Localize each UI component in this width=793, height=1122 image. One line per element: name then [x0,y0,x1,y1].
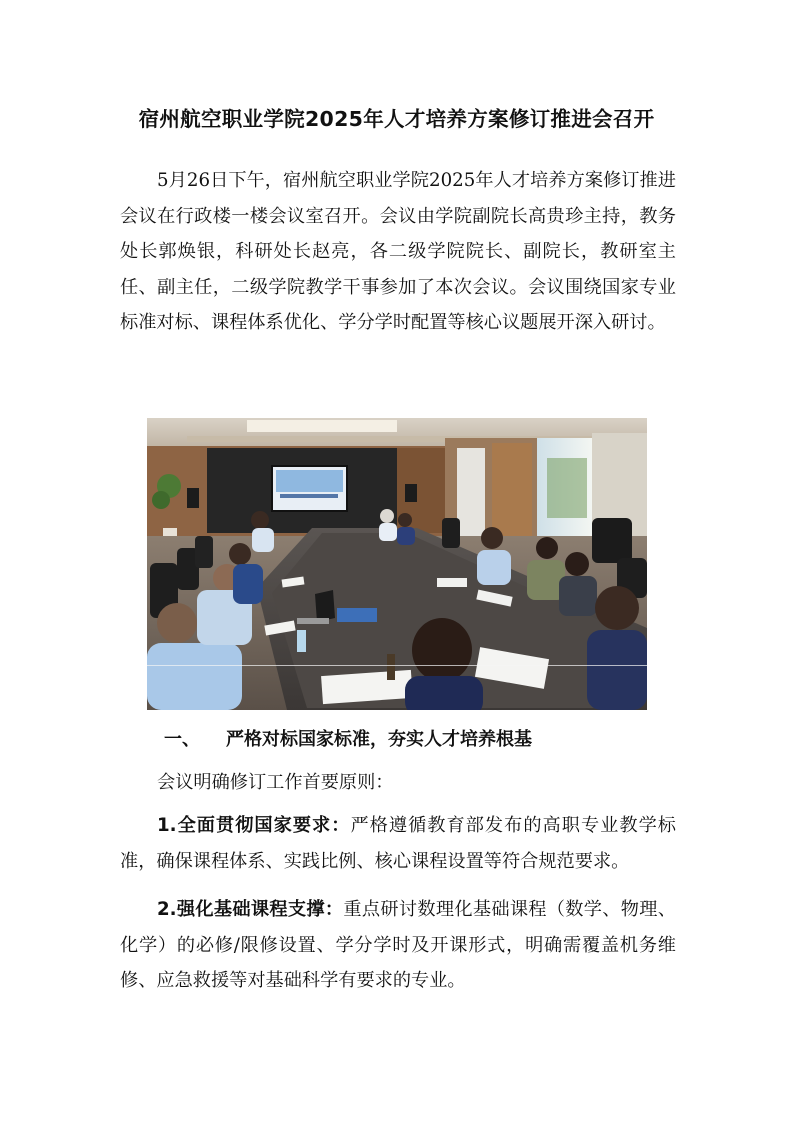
section-heading-text: 严格对标国家标准，夯实人才培养根基 [226,729,532,750]
section-lead-paragraph: 会议明确修订工作首要原则： [157,772,394,793]
list-item [120,892,676,999]
list-item-label: 2.强化基础课程支撑： [157,899,344,920]
list-item-text: 严格遵循教育部发布的高职专业教学标准，确保课程体系、实践比例、核心课程设置等符合规范要求。 [120,815,676,872]
list-item-text: 重点研讨数理化基础课程（数学、物理、化学）的必修/限修设置、学分学时及开课形式，明确需覆盖机务维修、应急救援等对基础科学有要求的专业。 [120,899,676,991]
section-heading [164,725,532,751]
meeting-photo [147,418,647,710]
intro-paragraph: 5月26日下午，宿州航空职业学院2025年人才培养方案修订推进会议在行政楼一楼会议室召开。会议由学院副院长高贵珍主持，教务处长郭焕银，科研处长赵亮，各二级学院院长、副院长，教研室主任、副主任，二级学院教学干事参加了本次会议。会议围绕国家专业标准对标、课程体系优化、学分学时配置等核心议题展开深入研讨。 [120,170,676,333]
list-item [120,808,676,879]
page-title: 宿州航空职业学院2025年人才培养方案修订推进会召开 [138,107,655,131]
section-number: 一、 [164,729,200,750]
list-item-label: 1.全面贯彻国家要求： [157,815,351,836]
